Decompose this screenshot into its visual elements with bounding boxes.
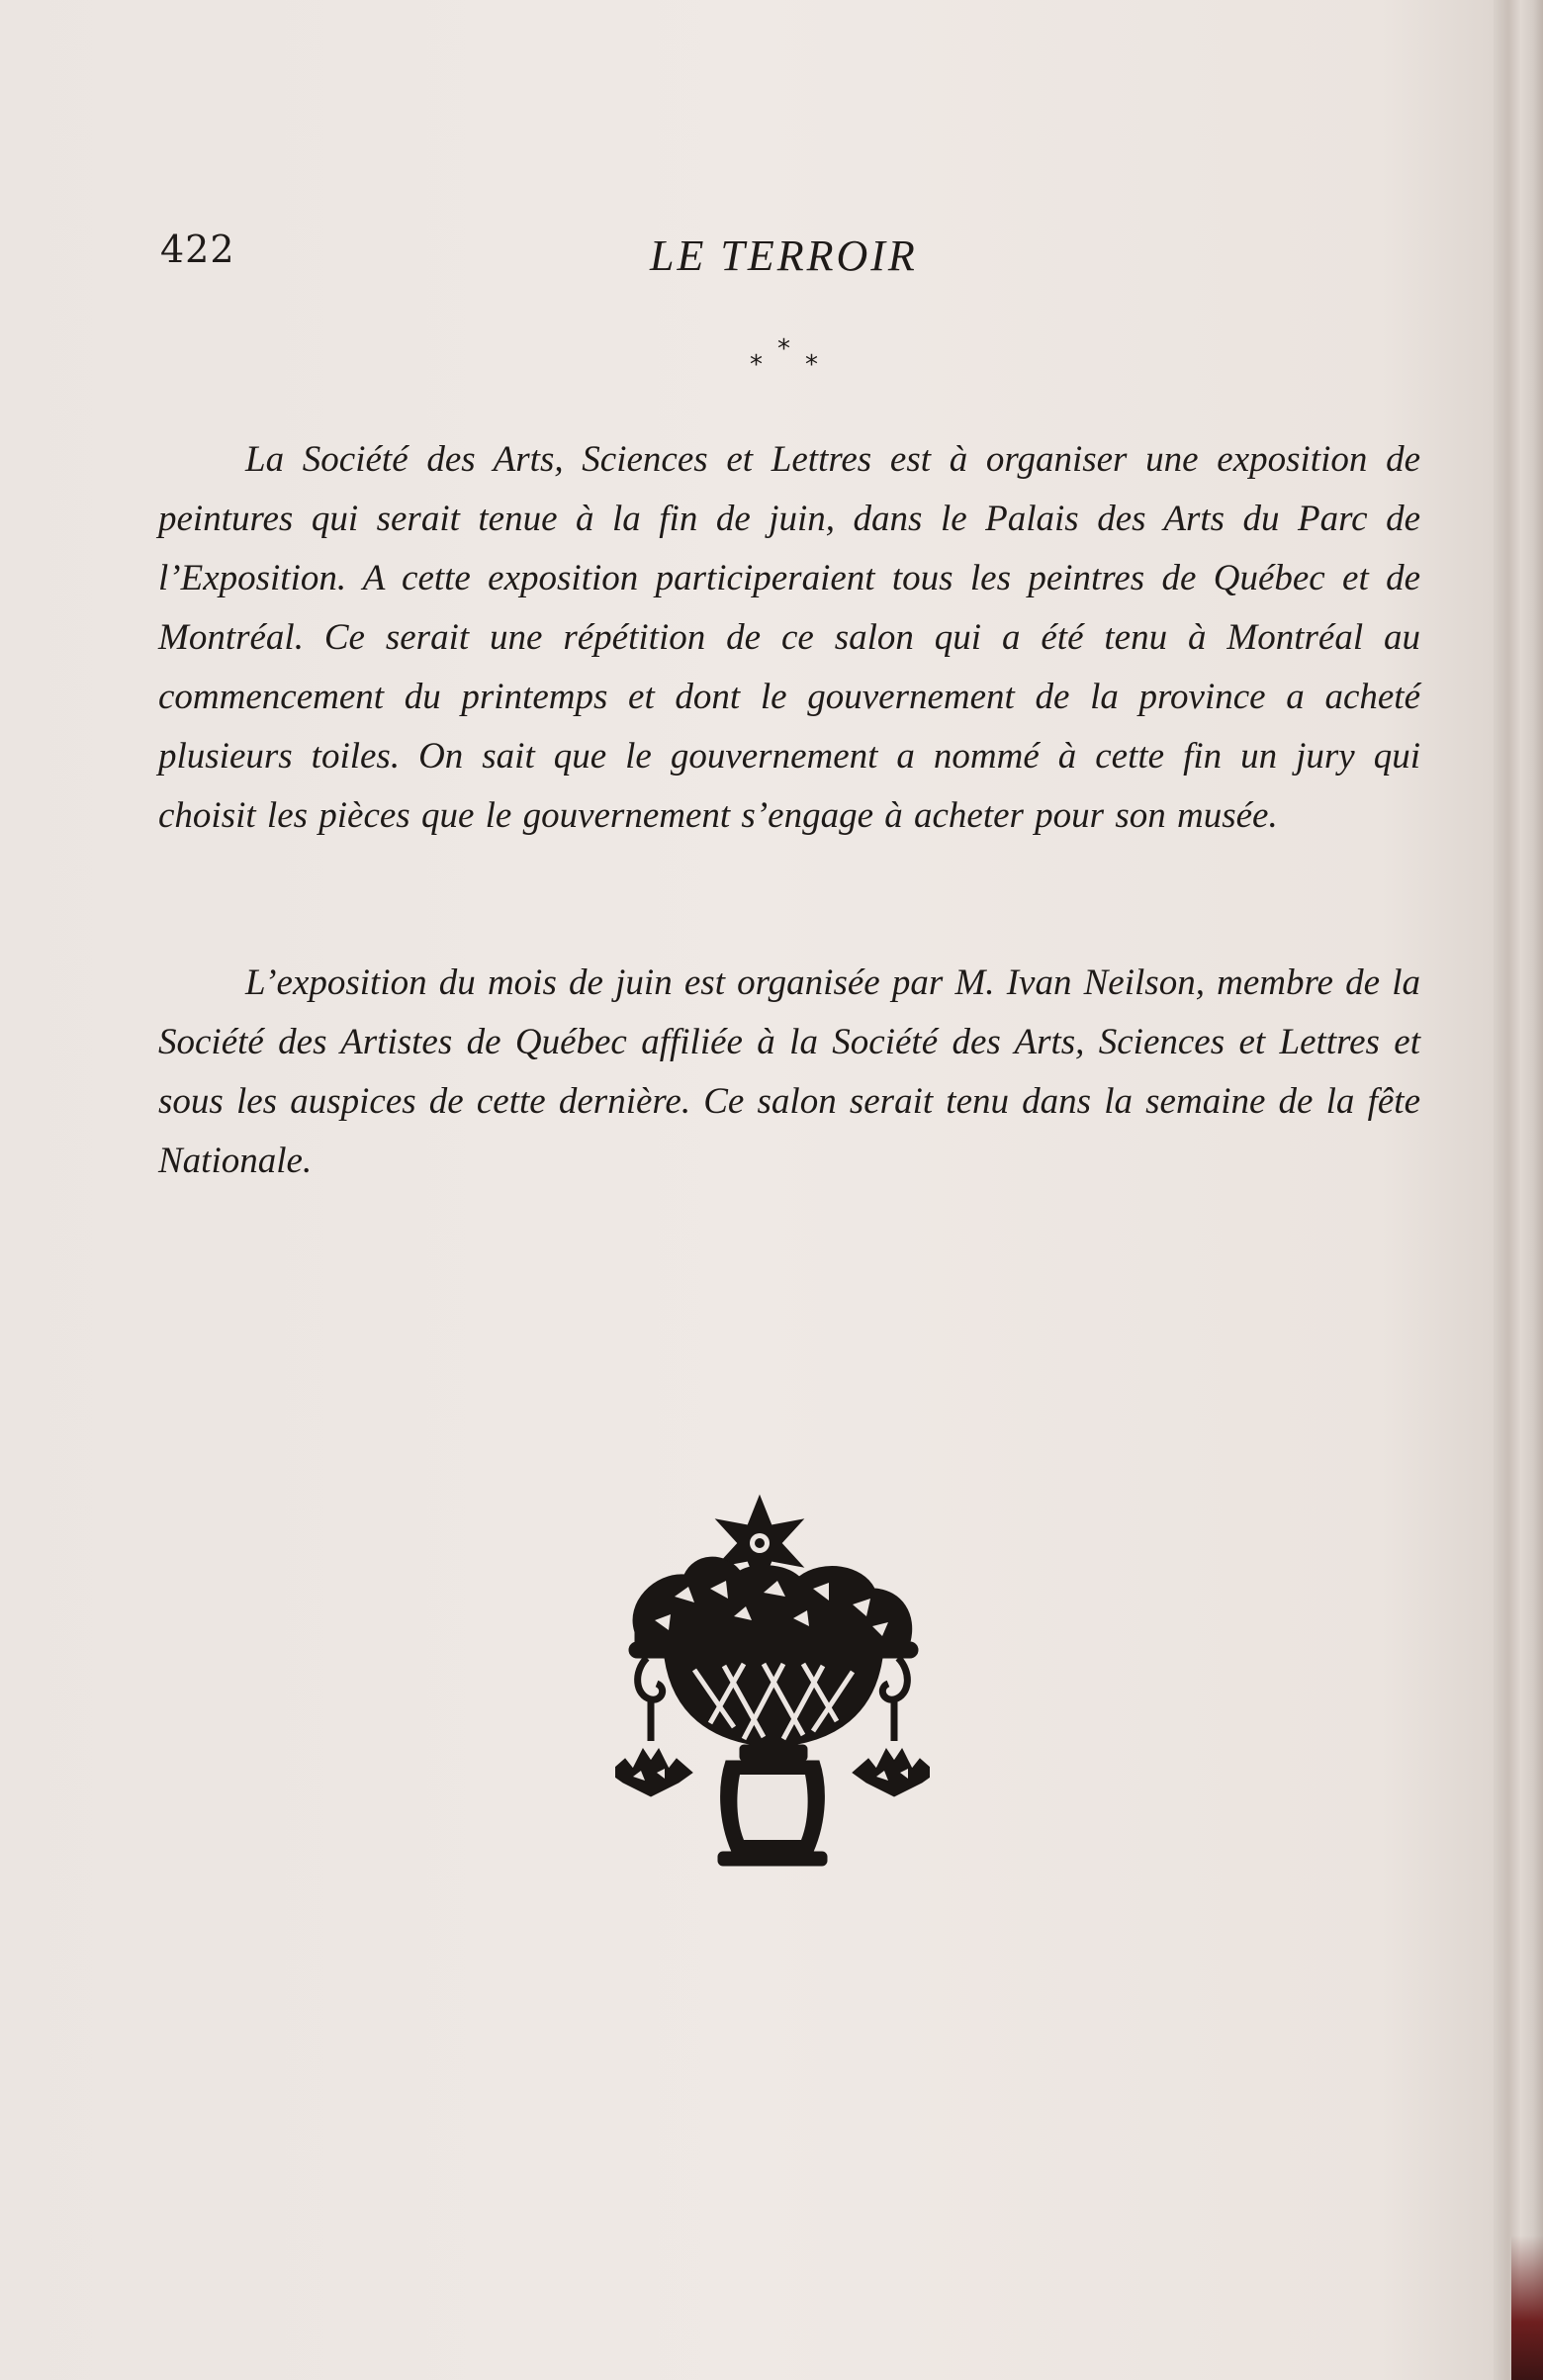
page-gutter (1494, 0, 1543, 2380)
running-title: LE TERROIR (650, 231, 918, 280)
flower-basket-vignette-icon (615, 1494, 930, 1870)
asterisk-top: * (777, 334, 790, 364)
section-asterism (748, 334, 827, 384)
page-number: 422 (160, 228, 235, 271)
page-header (160, 228, 1422, 287)
binding-edge (1511, 2236, 1543, 2380)
asterisk-right: * (805, 350, 818, 380)
paragraph-2: L’exposition du mois de juin est organisée par M. Ivan Neilson, membre de la Société des Artistes de Québec affiliée à la Société des Arts, Sciences et Lettres et sous les auspices de cette dernière. Ce salon serait tenu dans la semaine de la fête Nationale. (158, 962, 1420, 1181)
paragraph-1: La Société des Arts, Sciences et Lettres est à organiser une exposition de peintures qui serait tenue à la fin de juin, dans le Palais des Arts du Parc de l’Exposition. A cette exposition participeraient tous les peintres de Québec et de Montréal. Ce serait une répétition de ce salon qui a été tenu à Montréal au commencement du printemps et dont le gouvernement de la province a acheté plusieurs toiles. On sait que le gouvernement a nommé à cette fin un jury qui choisit les pièces que le gouvernement s’engage à acheter pour son musée. (158, 439, 1420, 836)
asterisk-left: * (750, 350, 763, 380)
